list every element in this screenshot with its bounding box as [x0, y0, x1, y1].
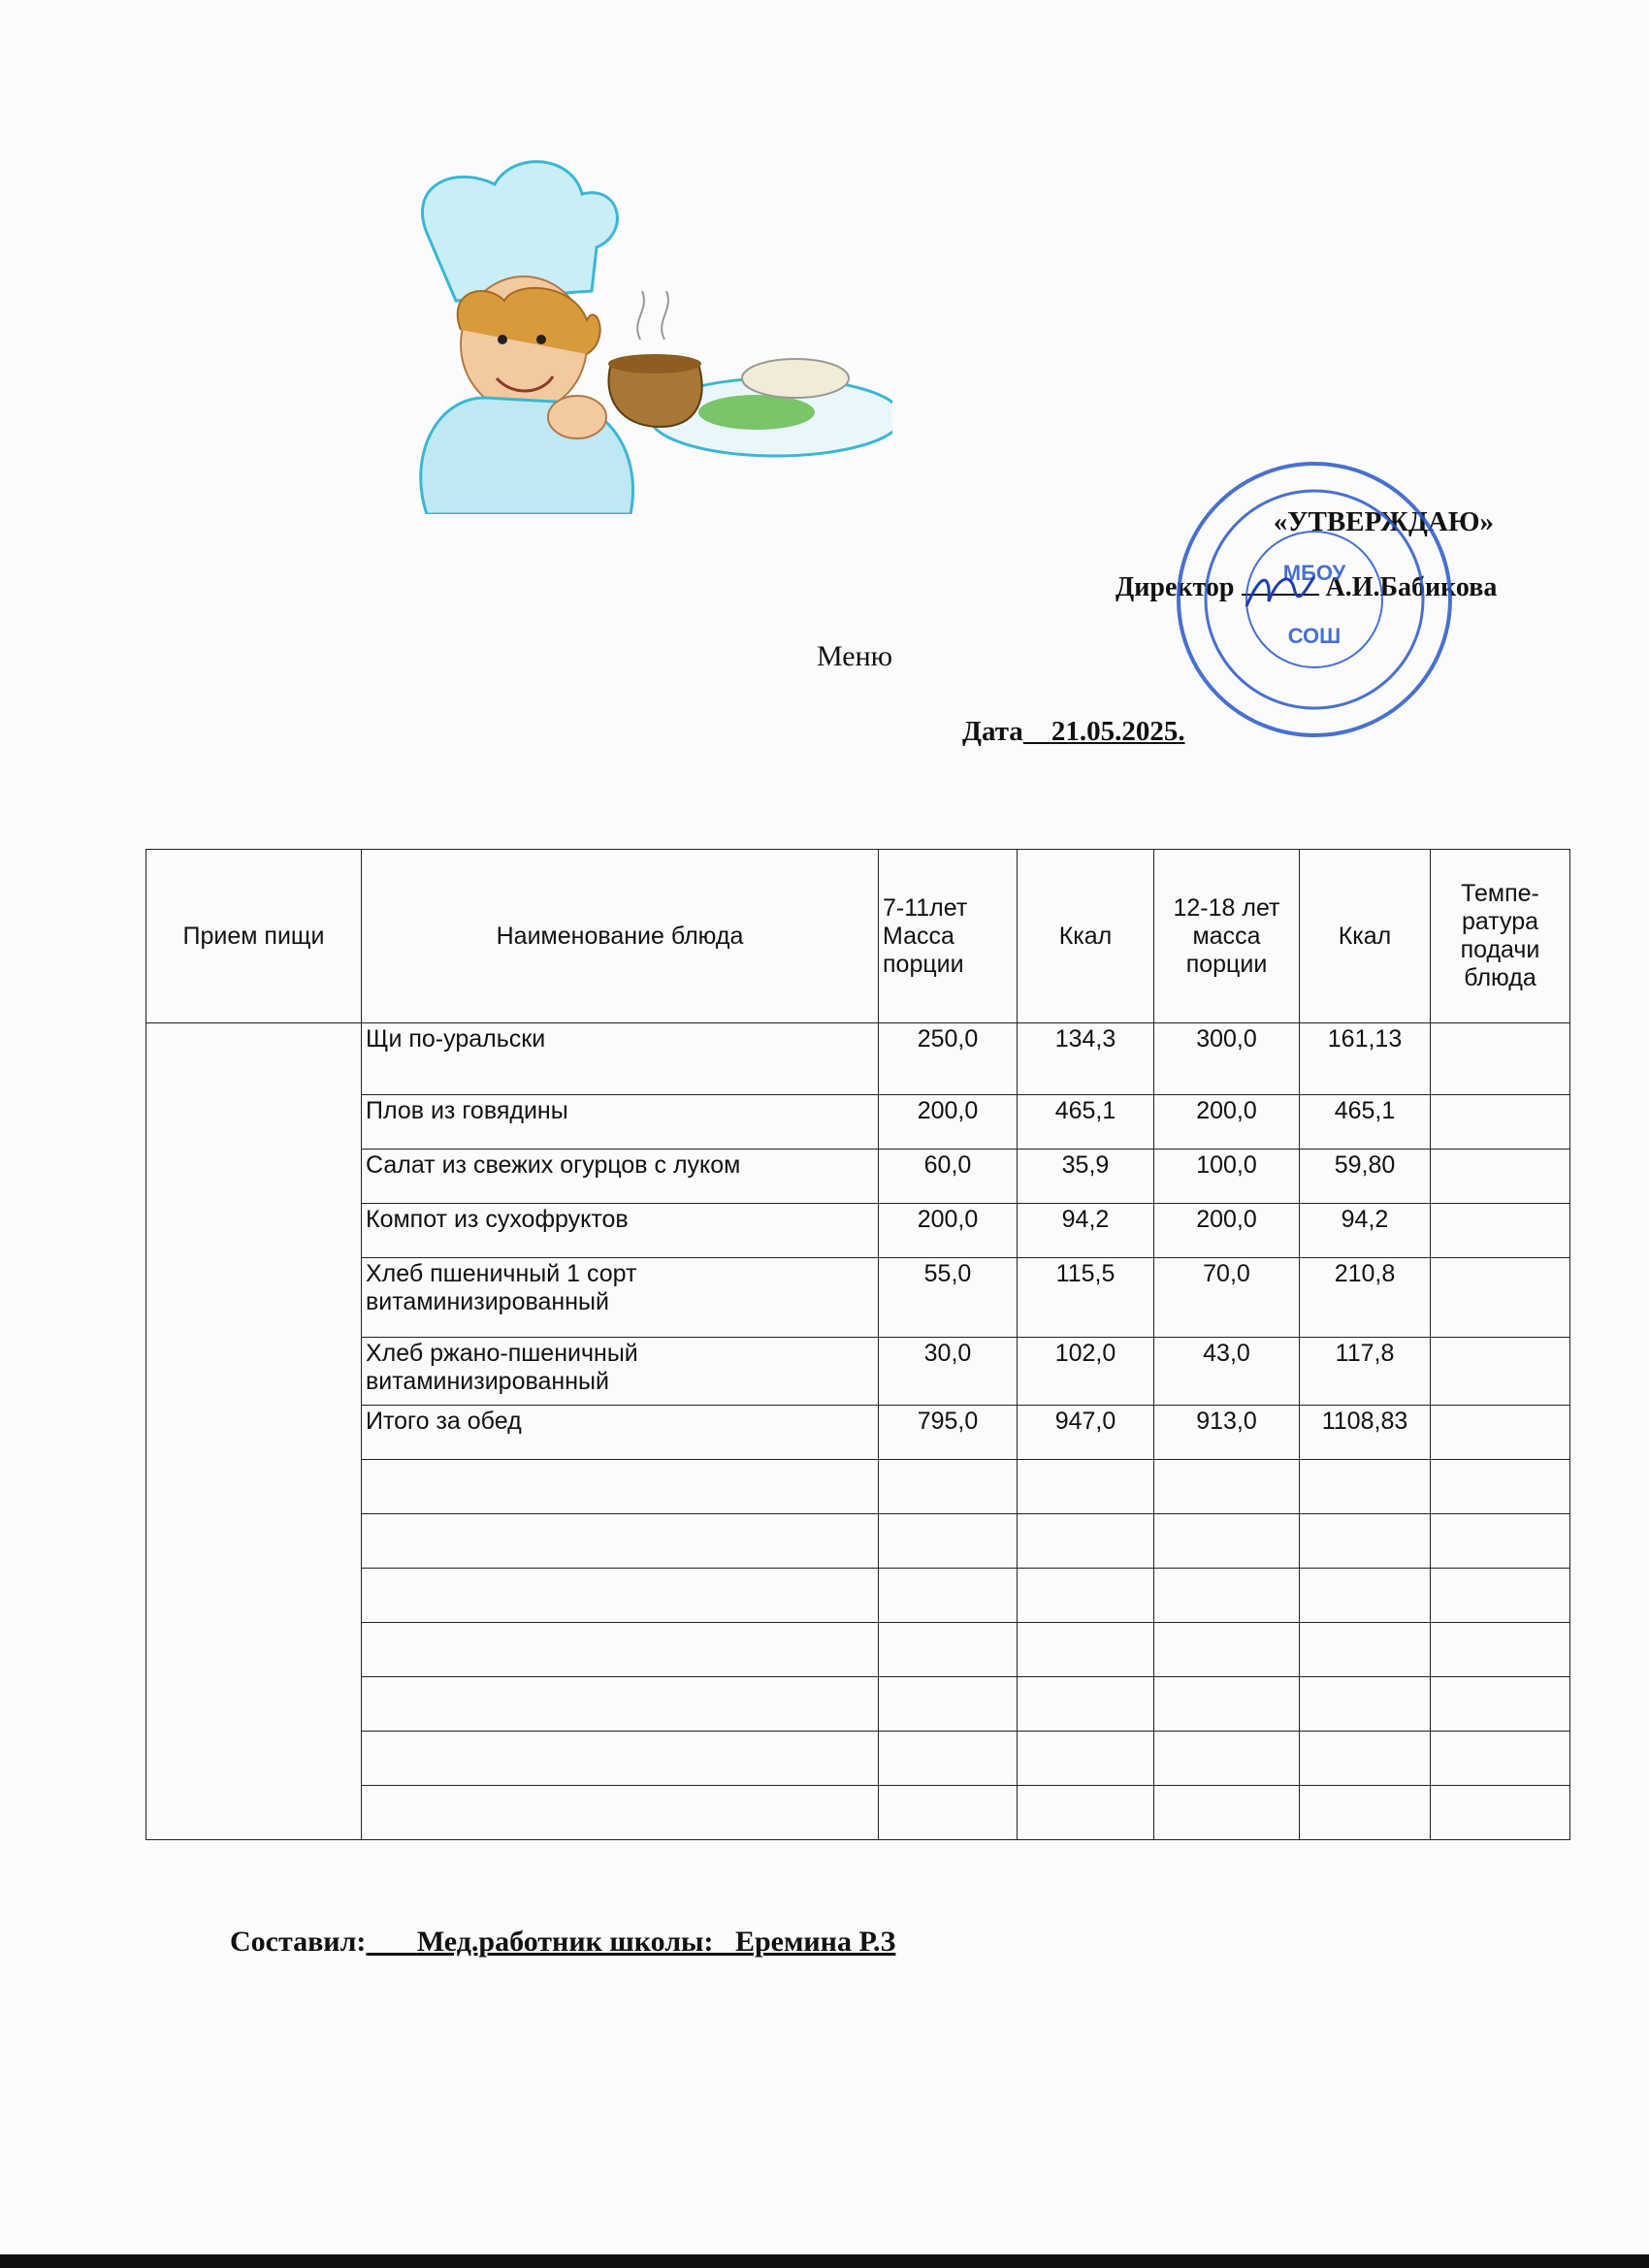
kcal-12-18-cell: [1300, 1623, 1431, 1677]
dish-name-cell: Щи по-уральски: [362, 1023, 879, 1095]
kcal-7-11-cell: [1018, 1569, 1154, 1623]
temperature-cell: [1431, 1406, 1570, 1460]
header-temperature: Темпе-ратура подачи блюда: [1431, 850, 1570, 1023]
director-signature: [1242, 563, 1319, 621]
mass-7-11-cell: [879, 1460, 1018, 1514]
mass-12-18-cell: 913,0: [1154, 1406, 1300, 1460]
date-label: Дата: [962, 716, 1023, 747]
mass-12-18-cell: 300,0: [1154, 1023, 1300, 1095]
meal-cell: [146, 1023, 362, 1840]
kcal-12-18-cell: [1300, 1460, 1431, 1514]
menu-date: [962, 716, 1185, 748]
temperature-cell: [1431, 1204, 1570, 1258]
temperature-cell: [1431, 1514, 1570, 1569]
kcal-12-18-cell: [1300, 1786, 1431, 1840]
kcal-7-11-cell: 94,2: [1018, 1204, 1154, 1258]
kcal-7-11-cell: [1018, 1623, 1154, 1677]
kcal-7-11-cell: [1018, 1677, 1154, 1732]
kcal-12-18-cell: [1300, 1732, 1431, 1786]
dish-name-cell: Плов из говядины: [362, 1095, 879, 1150]
composed-by: [230, 1926, 895, 1959]
kcal-7-11-cell: [1018, 1460, 1154, 1514]
mass-7-11-cell: [879, 1569, 1018, 1623]
kcal-7-11-cell: 115,5: [1018, 1258, 1154, 1338]
mass-7-11-cell: 200,0: [879, 1204, 1018, 1258]
mass-7-11-cell: 60,0: [879, 1150, 1018, 1204]
kcal-7-11-cell: 134,3: [1018, 1023, 1154, 1095]
kcal-7-11-cell: 947,0: [1018, 1406, 1154, 1460]
temperature-cell: [1431, 1150, 1570, 1204]
mass-7-11-cell: 250,0: [879, 1023, 1018, 1095]
temperature-cell: [1431, 1095, 1570, 1150]
kcal-12-18-cell: 117,8: [1300, 1338, 1431, 1406]
dish-name-cell: [362, 1732, 879, 1786]
table-body: [146, 1023, 1570, 1840]
kcal-7-11-cell: [1018, 1732, 1154, 1786]
temperature-cell: [1431, 1786, 1570, 1840]
mass-12-18-cell: [1154, 1732, 1300, 1786]
mass-12-18-cell: [1154, 1786, 1300, 1840]
mass-7-11-cell: [879, 1786, 1018, 1840]
composed-label: Составил:: [230, 1926, 367, 1958]
dish-name-cell: [362, 1786, 879, 1840]
header-meal: Прием пищи: [146, 850, 362, 1023]
kcal-7-11-cell: 102,0: [1018, 1338, 1154, 1406]
mass-12-18-cell: 200,0: [1154, 1204, 1300, 1258]
dish-name-cell: Хлеб пшеничный 1 сорт витаминизированный: [362, 1258, 879, 1338]
dish-name-cell: Хлеб ржано-пшеничный витаминизированный: [362, 1338, 879, 1406]
kcal-7-11-cell: [1018, 1786, 1154, 1840]
date-value: 21.05.2025.: [1051, 716, 1185, 747]
kcal-7-11-cell: [1018, 1514, 1154, 1569]
temperature-cell: [1431, 1569, 1570, 1623]
dish-name-cell: [362, 1677, 879, 1732]
table-header-row: [146, 850, 1570, 1023]
kcal-12-18-cell: [1300, 1677, 1431, 1732]
mass-7-11-cell: 200,0: [879, 1095, 1018, 1150]
header-kcal-7-11: Ккал: [1018, 850, 1154, 1023]
kcal-12-18-cell: 465,1: [1300, 1095, 1431, 1150]
mass-7-11-cell: [879, 1677, 1018, 1732]
mass-12-18-cell: 70,0: [1154, 1258, 1300, 1338]
director-label: Директор: [1116, 572, 1235, 602]
mass-12-18-cell: 43,0: [1154, 1338, 1300, 1406]
mass-7-11-cell: [879, 1514, 1018, 1569]
header-mass-7-11: 7-11лет Масса порции: [879, 850, 1018, 1023]
mass-12-18-cell: [1154, 1514, 1300, 1569]
composed-value: Мед.работник школы: Еремина Р.З: [416, 1926, 896, 1958]
kcal-12-18-cell: 210,8: [1300, 1258, 1431, 1338]
kcal-12-18-cell: 59,80: [1300, 1150, 1431, 1204]
header-kcal-12-18: Ккал: [1300, 850, 1431, 1023]
mass-12-18-cell: [1154, 1569, 1300, 1623]
temperature-cell: [1431, 1460, 1570, 1514]
dish-name-cell: [362, 1514, 879, 1569]
dish-name-cell: [362, 1623, 879, 1677]
dish-name-cell: Компот из сухофруктов: [362, 1204, 879, 1258]
kcal-12-18-cell: 94,2: [1300, 1204, 1431, 1258]
temperature-cell: [1431, 1338, 1570, 1406]
mass-7-11-cell: 795,0: [879, 1406, 1018, 1460]
temperature-cell: [1431, 1623, 1570, 1677]
kcal-12-18-cell: 1108,83: [1300, 1406, 1431, 1460]
svg-text:СОШ: СОШ: [1287, 624, 1342, 648]
header-mass-12-18: 12-18 лет масса порции: [1154, 850, 1300, 1023]
mass-12-18-cell: [1154, 1623, 1300, 1677]
mass-7-11-cell: 30,0: [879, 1338, 1018, 1406]
mass-12-18-cell: [1154, 1677, 1300, 1732]
director-name: А.И.Бабикова: [1325, 572, 1498, 602]
svg-text:МБОУ: МБОУ: [1282, 561, 1346, 585]
temperature-cell: [1431, 1258, 1570, 1338]
dish-name-cell: Итого за обед: [362, 1406, 879, 1460]
dish-name-cell: [362, 1460, 879, 1514]
header-dish: Наименование блюда: [362, 850, 879, 1023]
approval-heading: «УТВЕРЖДАЮ»: [1273, 506, 1494, 537]
kcal-7-11-cell: 35,9: [1018, 1150, 1154, 1204]
temperature-cell: [1431, 1677, 1570, 1732]
dish-name-cell: Салат из свежих огурцов с луком: [362, 1150, 879, 1204]
menu-table: [146, 849, 1570, 1840]
page-title: Меню: [817, 640, 893, 672]
mass-12-18-cell: 100,0: [1154, 1150, 1300, 1204]
mass-12-18-cell: [1154, 1460, 1300, 1514]
temperature-cell: [1431, 1023, 1570, 1095]
dish-name-cell: [362, 1569, 879, 1623]
chef-illustration: [388, 146, 892, 514]
table-row: [146, 1023, 1570, 1095]
mass-7-11-cell: 55,0: [879, 1258, 1018, 1338]
kcal-12-18-cell: [1300, 1569, 1431, 1623]
scan-edge: [0, 2254, 1649, 2268]
kcal-12-18-cell: [1300, 1514, 1431, 1569]
kcal-12-18-cell: 161,13: [1300, 1023, 1431, 1095]
temperature-cell: [1431, 1732, 1570, 1786]
kcal-7-11-cell: 465,1: [1018, 1095, 1154, 1150]
mass-7-11-cell: [879, 1732, 1018, 1786]
mass-7-11-cell: [879, 1623, 1018, 1677]
mass-12-18-cell: 200,0: [1154, 1095, 1300, 1150]
